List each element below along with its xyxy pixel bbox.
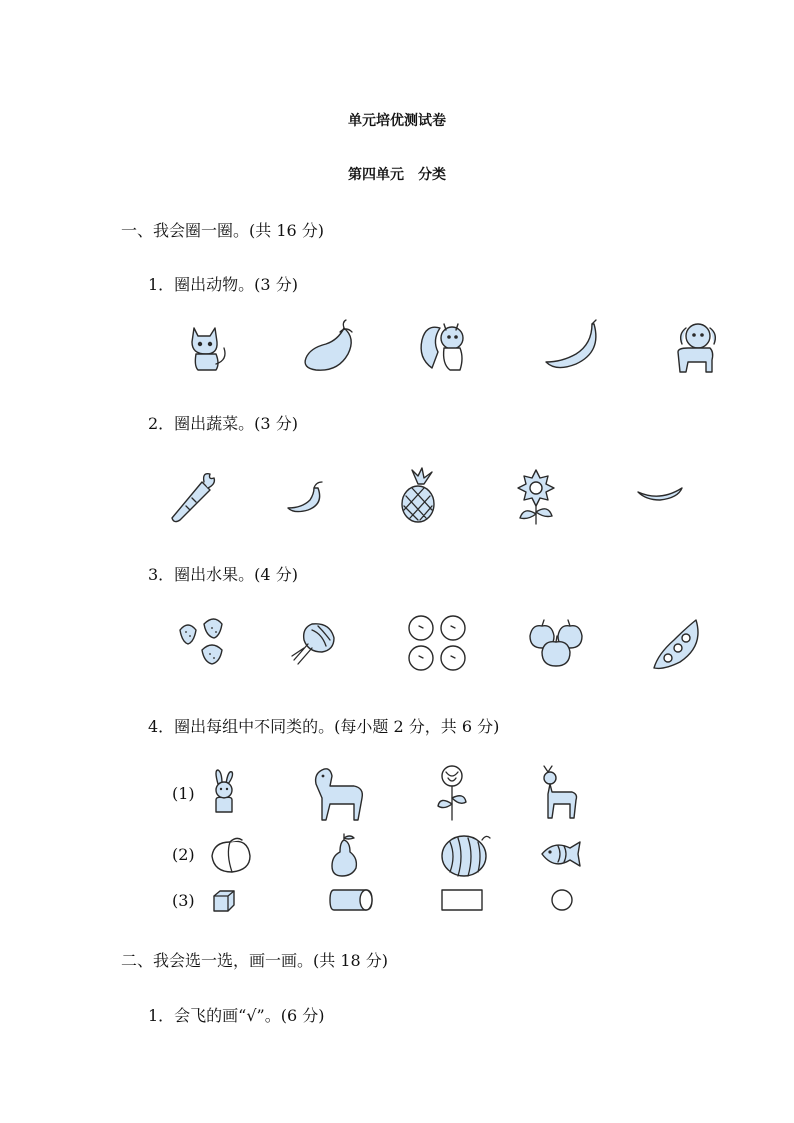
- horse-icon[interactable]: [308, 764, 368, 822]
- q2-text: 2．圈出蔬菜。(3 分): [148, 414, 298, 433]
- rabbit-icon[interactable]: [208, 770, 240, 814]
- eggplant-icon[interactable]: [300, 318, 360, 374]
- q4-row3-label: (3): [172, 891, 195, 910]
- q1-text: 1．圈出动物。(3 分): [148, 275, 298, 294]
- rectangle-icon[interactable]: [440, 888, 484, 912]
- cabbage-icon[interactable]: [290, 620, 338, 666]
- strawberries-icon[interactable]: [176, 616, 228, 668]
- unit-subtitle: 第四单元 分类: [348, 167, 446, 183]
- puppy-icon[interactable]: [668, 318, 724, 376]
- chili-pepper-icon[interactable]: [284, 478, 328, 518]
- q4-text: 4．圈出每组中不同类的。(每小题 2 分，共 6 分): [148, 717, 500, 736]
- q4-row2-label: (2): [172, 845, 195, 864]
- deer-icon[interactable]: [538, 764, 580, 820]
- pineapple-icon[interactable]: [398, 468, 438, 524]
- pear-icon[interactable]: [328, 832, 360, 878]
- pea-pod-icon[interactable]: [650, 616, 704, 672]
- squirrel-icon[interactable]: [418, 318, 474, 374]
- page-title: 单元培优测试卷: [348, 113, 446, 129]
- section2-heading: 二、我会选一选，画一画。(共 18 分): [121, 951, 389, 970]
- flower-icon[interactable]: [434, 764, 470, 822]
- cat-icon[interactable]: [180, 320, 232, 372]
- cube-icon[interactable]: [212, 889, 236, 913]
- watermelon-icon[interactable]: [440, 832, 492, 878]
- sunflower-icon[interactable]: [514, 468, 558, 526]
- section1-heading: 一、我会圈一圈。(共 16 分): [121, 221, 325, 240]
- q4-row1-label: (1): [172, 784, 195, 803]
- q3-text: 3．圈出水果。(4 分): [148, 565, 298, 584]
- banana-icon[interactable]: [542, 318, 604, 374]
- cylinder-icon[interactable]: [328, 888, 374, 912]
- carrot-icon[interactable]: [166, 470, 218, 526]
- peach-icon[interactable]: [208, 836, 254, 874]
- oranges-icon[interactable]: [406, 614, 470, 672]
- sphere-icon[interactable]: [550, 888, 574, 912]
- fish-icon[interactable]: [538, 838, 584, 872]
- s2-q1-text: 1．会飞的画“√”。(6 分): [148, 1006, 325, 1025]
- apples-icon[interactable]: [526, 616, 586, 670]
- green-bean-icon[interactable]: [636, 484, 686, 504]
